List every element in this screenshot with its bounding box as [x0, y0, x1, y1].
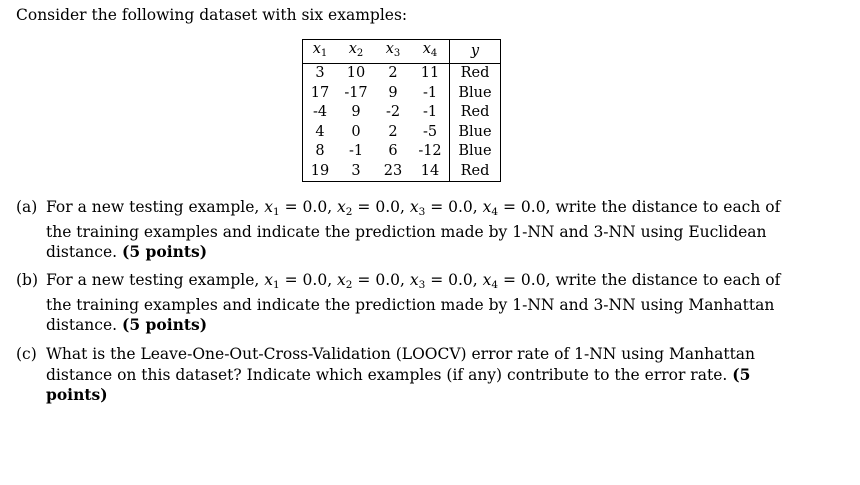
- cell: 9: [388, 84, 398, 101]
- cell: 10: [346, 65, 366, 82]
- question-b-pre: For a new testing example,: [46, 271, 260, 289]
- question-a-body: For a new testing example, $x_1 = 0.0$, $x_2 = 0.0$, $x_3 = 0.0$, $x_4 = 0.0$, write the distance to each of the training examples and indicate the prediction made by 1-NN and 3-NN using Euclidean distance. (5 points): [46, 198, 781, 261]
- question-c: [16, 345, 806, 406]
- question-a: [16, 198, 806, 263]
- dataset-table-wrapper: [302, 39, 501, 182]
- cell: -1: [422, 104, 438, 121]
- cell: -17: [344, 84, 368, 101]
- cell: 4: [315, 123, 325, 140]
- dataset-table: [302, 39, 501, 182]
- label-cell: Red: [450, 64, 501, 84]
- table-row: [303, 123, 501, 143]
- label-cell: Blue: [450, 123, 501, 143]
- table-header-row: [303, 40, 501, 64]
- cell: 2: [388, 123, 398, 140]
- question-b: [16, 271, 806, 336]
- cell: 11: [420, 65, 440, 82]
- header-x2: $x_2$: [337, 40, 375, 64]
- cell: 2: [388, 65, 398, 82]
- cell: -12: [418, 143, 442, 160]
- question-b-points: (5 points): [122, 315, 208, 334]
- question-a-pre: For a new testing example,: [46, 198, 260, 216]
- cell: -2: [385, 104, 401, 121]
- test-point-math: $x_1$: [264, 198, 280, 218]
- question-c-body: [46, 345, 806, 406]
- test-point-math: $x_1$: [264, 271, 280, 291]
- cell: 17: [310, 84, 330, 101]
- label-cell: Blue: [450, 142, 501, 162]
- cell: -1: [422, 84, 438, 101]
- cell: -5: [422, 123, 438, 140]
- cell: 8: [315, 143, 325, 160]
- question-a-text: write the distance to each of the training examples and indicate the prediction made by 1-NN and 3-NN using Euclidean distance.: [46, 198, 781, 261]
- header-x4: $x_4$: [411, 40, 450, 64]
- cell: -1: [348, 143, 364, 160]
- label-cell: Blue: [450, 84, 501, 104]
- question-c-points: (5 points): [46, 364, 751, 404]
- cell: 0: [351, 123, 361, 140]
- label-cell: Red: [450, 103, 501, 123]
- question-b-text: write the distance to each of the training examples and indicate the prediction made by 1-NN and 3-NN using Manhattan distance.: [46, 271, 781, 334]
- header-x1: $x_1$: [303, 40, 338, 64]
- cell: 3: [351, 162, 361, 179]
- table-row: [303, 84, 501, 104]
- header-y: y: [450, 40, 501, 64]
- cell: 3: [315, 65, 325, 82]
- table-row: [303, 162, 501, 182]
- question-c-label: (c): [16, 345, 37, 363]
- cell: -4: [312, 104, 328, 121]
- table-row: [303, 142, 501, 162]
- intro-text: Consider the following dataset with six examples:: [16, 6, 408, 24]
- question-b-label: (b): [16, 271, 39, 289]
- question-a-label: (a): [16, 198, 38, 216]
- cell: 19: [310, 162, 330, 179]
- cell: 9: [351, 104, 361, 121]
- header-x3: $x_3$: [375, 40, 411, 64]
- table-row: [303, 103, 501, 123]
- table-row: [303, 64, 501, 84]
- question-b-body: For a new testing example, $x_1 = 0.0$, $x_2 = 0.0$, $x_3 = 0.0$, $x_4 = 0.0$, write the distance to each of the training examples and indicate the prediction made by 1-NN and 3-NN using Manhattan distance. (5 points): [46, 271, 781, 334]
- question-a-points: (5 points): [122, 242, 208, 261]
- cell: 14: [420, 162, 440, 179]
- cell: 6: [388, 143, 398, 160]
- label-cell: Red: [450, 162, 501, 182]
- cell: 23: [383, 162, 403, 179]
- question-c-text: What is the Leave-One-Out-Cross-Validation (LOOCV) error rate of 1-NN using Manhattan distance on this dataset? Indicate which examples (if any) contribute to the error rate.: [46, 345, 756, 384]
